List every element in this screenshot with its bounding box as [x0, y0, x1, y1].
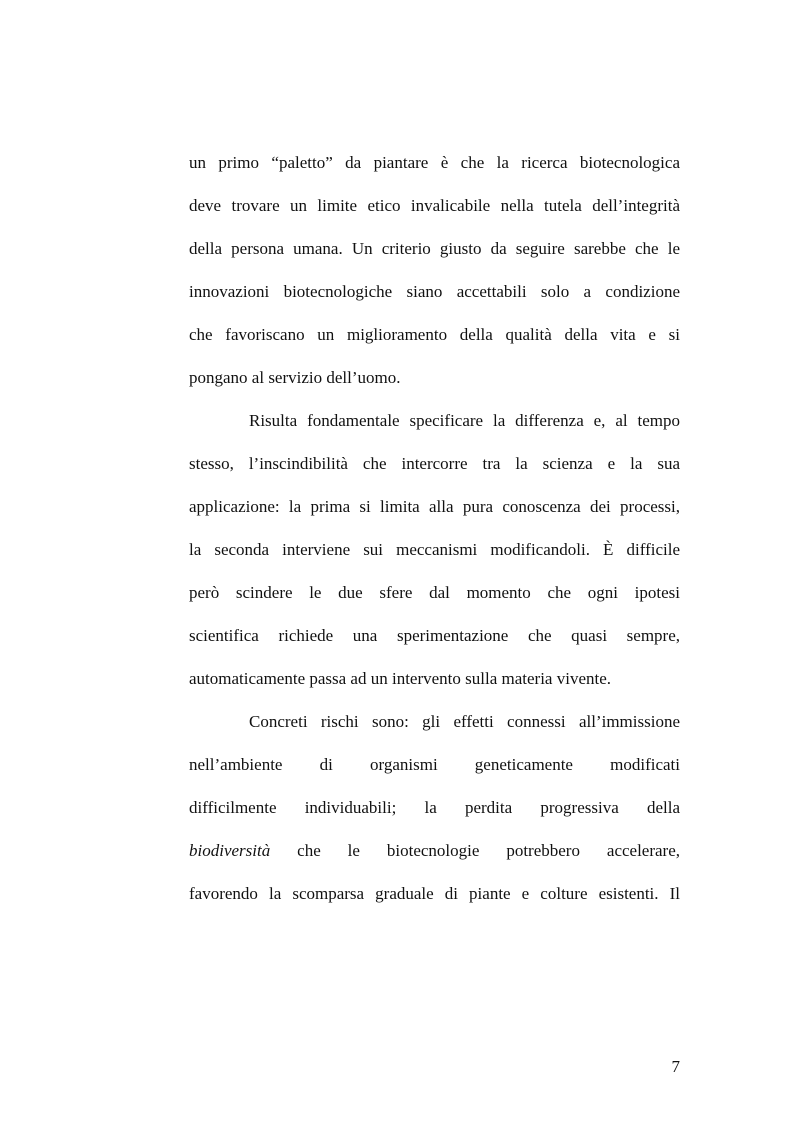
text-line: che favoriscano un miglioramento della qualità della vita e si	[189, 325, 680, 344]
text-line: della persona umana. Un criterio giusto da seguire sarebbe che le	[189, 239, 680, 258]
text-line: la seconda interviene sui meccanismi modificandoli. È difficile	[189, 540, 680, 559]
text-line: applicazione: la prima si limita alla pura conoscenza dei processi,	[189, 497, 680, 516]
text-line: Risulta fondamentale specificare la differenza e, al tempo	[249, 411, 680, 430]
text-line: Concreti rischi sono: gli effetti connessi all’immissione	[249, 712, 680, 731]
text-line: però scindere le due sfere dal momento che ogni ipotesi	[189, 583, 680, 602]
text-line: automaticamente passa ad un intervento sulla materia vivente.	[189, 669, 612, 688]
text-line: stesso, l’inscindibilità che intercorre tra la scienza e la sua	[189, 454, 680, 473]
emphasized-term: biodiversità	[189, 841, 271, 860]
text-line-with-emphasis	[189, 841, 680, 861]
text-line: scientifica richiede una sperimentazione che quasi sempre,	[189, 626, 680, 645]
text-line: deve trovare un limite etico invalicabile nella tutela dell’integrità	[189, 196, 680, 215]
text-line: difficilmente individuabili; la perdita progressiva della	[189, 798, 680, 817]
page-number: 7	[671, 1057, 680, 1076]
text-line: pongano al servizio dell’uomo.	[189, 368, 401, 387]
text-line: nell’ambiente di organismi geneticamente modificati	[189, 755, 680, 774]
text-fragment: che le biotecnologie potrebbero accelerare,	[297, 841, 681, 860]
text-line: innovazioni biotecnologiche siano accettabili solo a condizione	[189, 282, 680, 301]
text-line: un primo “paletto” da piantare è che la ricerca biotecnologica	[189, 153, 680, 172]
text-line: favorendo la scomparsa graduale di piante e colture esistenti. Il	[189, 884, 680, 903]
